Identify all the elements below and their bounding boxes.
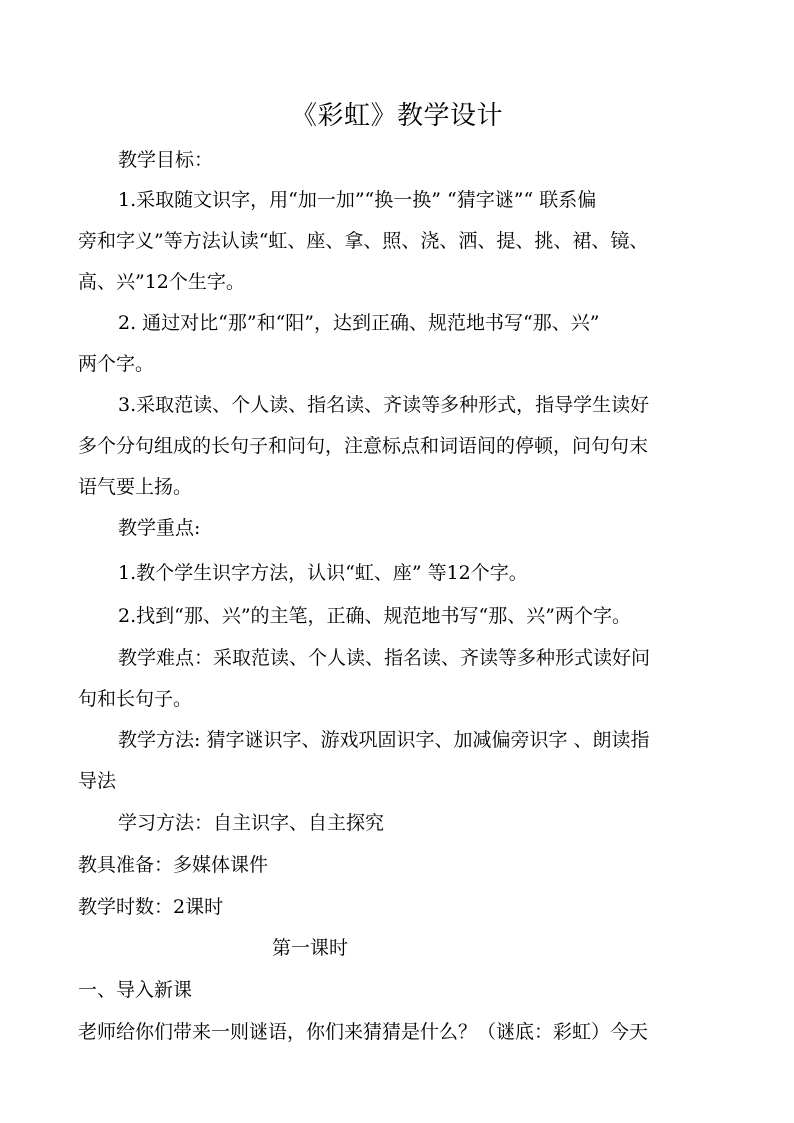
difficulty-line-2: 句和长句子。 <box>78 688 193 710</box>
key-point-1: 1.教个学生识字方法，认识“虹、座” 等12个字。 <box>118 562 528 584</box>
learning-method: 学习方法：自主识字、自主探究 <box>118 812 385 834</box>
teaching-method-paragraph <box>78 720 718 802</box>
teaching-hours: 教学时数：2课时 <box>78 896 224 918</box>
teaching-tools: 教具准备：多媒体课件 <box>78 854 269 876</box>
difficulty-line-1: 教学难点：采取范读、个人读、指名读、齐读等多种形式读好问 <box>118 647 651 669</box>
goal-3-line-2: 多个分句组成的长句子和问句，注意标点和词语间的停顿，问句句末 <box>78 435 649 457</box>
goals-heading: 教学目标： <box>118 149 214 171</box>
goal-3-paragraph <box>78 385 718 508</box>
section-1-heading: 一、导入新课 <box>78 979 193 1001</box>
goal-2-line-2: 两个字。 <box>78 353 155 375</box>
teaching-method-line-1: 教学方法: 猜字谜识字、游戏巩固识字、加减偏旁识字 、朗读指 <box>118 729 650 751</box>
section-1-text: 老师给你们带来一则谜语，你们来猜猜是什么？（谜底：彩虹）今天 <box>78 1021 649 1043</box>
lesson-1-heading: 第一课时 <box>271 937 348 959</box>
teaching-method-line-2: 导法 <box>78 770 117 792</box>
difficulty-paragraph <box>78 638 718 720</box>
key-points-heading: 教学重点: <box>118 517 201 539</box>
goal-1-line-1: 1.采取随文识字，用“加一加”“换一换” “猜字谜”“ 联系偏 <box>118 189 597 211</box>
goal-3-line-1: 3.采取范读、个人读、指名读、齐读等多种形式，指导学生读好 <box>118 394 650 416</box>
goal-1-paragraph <box>78 180 718 303</box>
document-title: 《彩虹》教学设计 <box>290 101 503 131</box>
goal-1-line-3: 高、兴”12个生字。 <box>78 271 245 293</box>
goal-3-line-3: 语气要上扬。 <box>78 476 193 498</box>
goal-2-paragraph <box>78 303 718 385</box>
goal-1-line-2: 旁和字义”等方法认读“虹、座、拿、照、浇、洒、提、挑、裙、镜、 <box>78 230 649 252</box>
goal-2-line-1: 2. 通过对比“那”和“阳”，达到正确、规范地书写“那、兴” <box>118 312 600 334</box>
key-point-2: 2.找到“那、兴”的主笔，正确、规范地书写“那、兴”两个字。 <box>118 605 631 627</box>
